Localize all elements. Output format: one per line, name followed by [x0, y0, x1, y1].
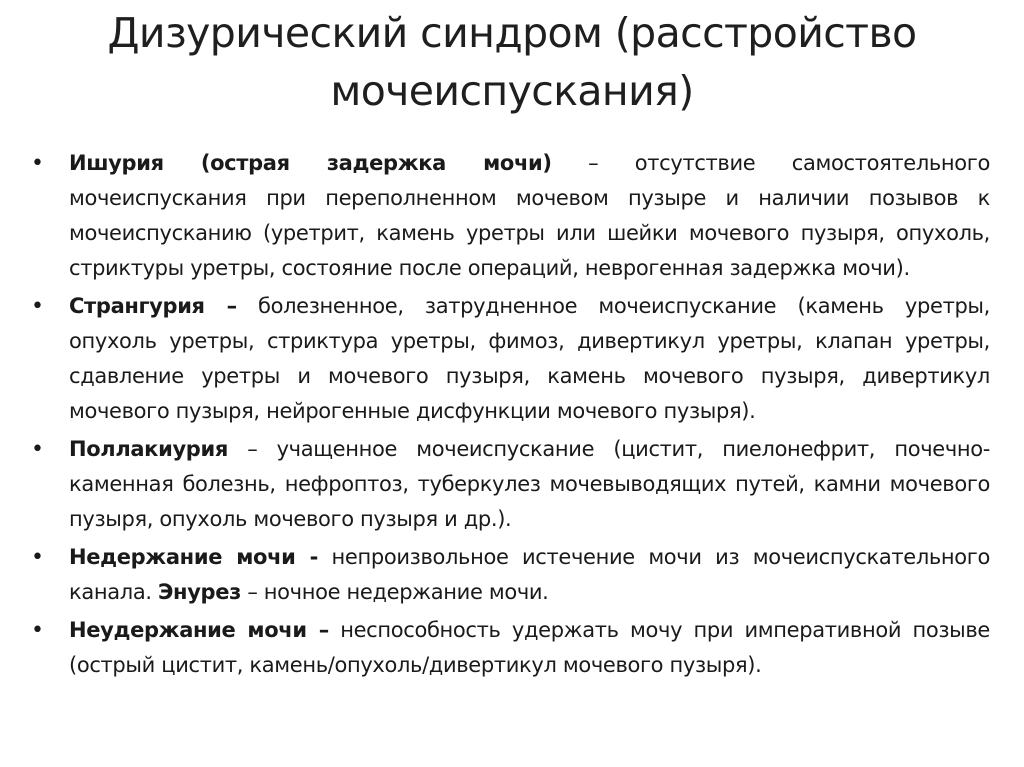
term-enuresis: Энурез [158, 580, 241, 604]
list-item-incontinence [22, 540, 990, 610]
list-item-pollakiuria [22, 432, 990, 537]
term-incontinence: Недержание мочи - [69, 545, 319, 569]
term-ishuria: Ишурия (острая задержка мочи) [69, 151, 552, 175]
bullet-icon: • [31, 437, 44, 462]
list-item-ishuria [22, 146, 990, 286]
definition-urge-incontinence: неспособность удержать мочу при императивной позыве (острый цистит, камень/опухоль/дивертикул мочевого пузыря). [69, 618, 990, 677]
bullet-icon: • [31, 151, 44, 176]
bullet-list [22, 146, 990, 686]
bullet-icon: • [31, 618, 44, 643]
slide-title: Дизурический синдром (расстройство мочеиспускания) [107, 9, 917, 115]
definition-enuresis: – ночное недержание мочи. [241, 580, 549, 604]
term-urge-incontinence: Неудержание мочи – [69, 618, 329, 642]
term-pollakiuria: Поллакиурия [69, 437, 228, 461]
bullet-icon: • [31, 294, 44, 319]
bullet-icon: • [31, 545, 44, 570]
definition-incontinence: непроизвольное истечение мочи из мочеиспускательного канала. [69, 545, 990, 604]
definition-pollakiuria: – учащенное мочеиспускание (цистит, пиелонефрит, почечно-каменная болезнь, нефроптоз, туберкулез мочевыводящих путей, камни мочевого пузыря, опухоль мочевого пузыря и др.). [69, 437, 990, 531]
definition-ishuria: – отсутствие самостоятельного мочеиспускания при переполненном мочевом пузыре и наличии позывов к мочеиспусканию (уретрит, камень уретры или шейки мочевого пузыря, опухоль, стриктуры уретры, состояние после операций, неврогенная задержка мочи). [69, 151, 990, 280]
list-item-stranguria [22, 289, 990, 429]
term-stranguria: Странгурия – [69, 294, 237, 318]
definition-stranguria: болезненное, затрудненное мочеиспускание (камень уретры, опухоль уретры, стриктура уретры, фимоз, дивертикул уретры, клапан уретры, сдавление уретры и мочевого пузыря, камень мочевого пузыря, дивертикул мочевого пузыря, нейрогенные дисфункции мочевого пузыря). [69, 294, 990, 423]
list-item-urge-incontinence [22, 613, 990, 683]
